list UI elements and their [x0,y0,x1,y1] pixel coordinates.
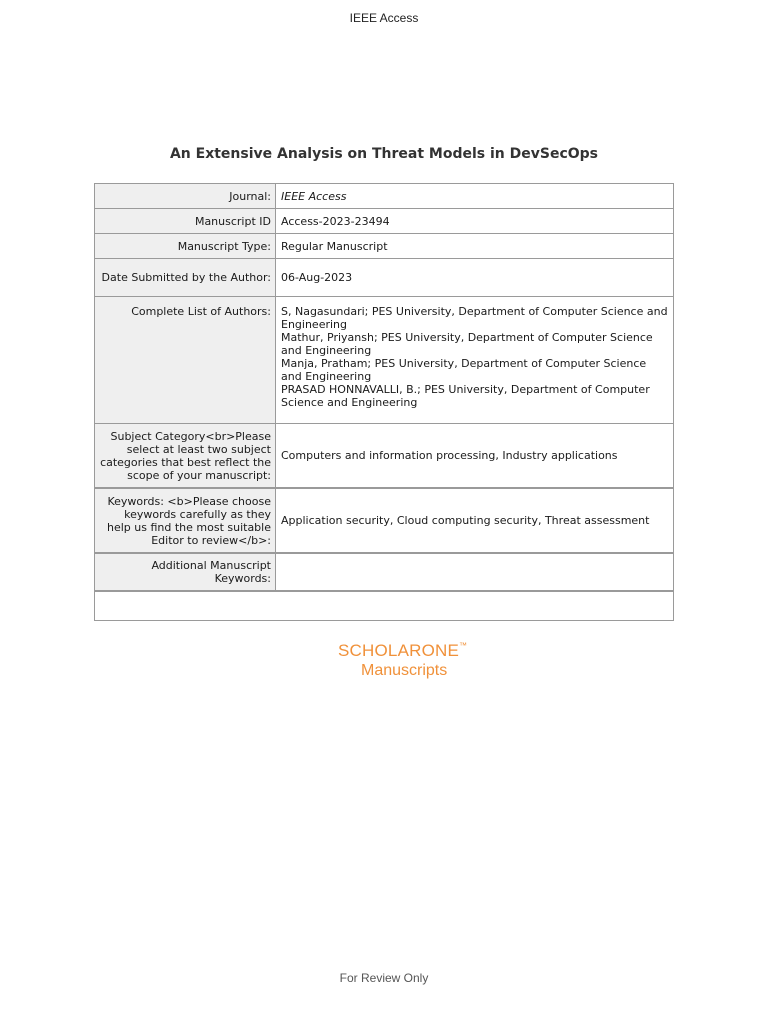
scholarone-wordmark [338,641,478,661]
scholarone-logo [338,641,478,680]
logo-scholar-text: SCHOLAR [338,641,422,660]
empty-cell [95,591,674,621]
date-submitted-label: Date Submitted by the Author: [95,259,276,297]
row-keywords [95,488,674,553]
row-journal [95,184,674,209]
manuscript-type-value: Regular Manuscript [276,234,674,259]
journal-value: IEEE Access [276,184,674,209]
manuscript-id-value: Access-2023-23494 [276,209,674,234]
authors-label: Complete List of Authors: [95,297,276,424]
row-manuscript-type [95,234,674,259]
subject-category-value: Computers and information processing, Industry applications [276,424,674,489]
manuscript-type-label: Manuscript Type: [95,234,276,259]
row-subject-category [95,424,674,489]
manuscript-details-table [94,183,674,621]
subject-category-label: Subject Category<br>Please select at least two subject categories that best reflect the scope of your manuscript: [95,424,276,489]
author-entry: Mathur, Priyansh; PES University, Department of Computer Science and Engineering [281,331,653,357]
keywords-label: Keywords: <b>Please choose keywords carefully as they help us find the most suitable Editor to review</b>: [95,488,276,553]
logo-trademark: ™ [459,641,468,650]
logo-manuscripts-text: Manuscripts [361,662,448,679]
author-entry: S, Nagasundari; PES University, Department of Computer Science and Engineering [281,305,668,331]
journal-label: Journal: [95,184,276,209]
row-additional-keywords [95,553,674,591]
author-entry: Manja, Pratham; PES University, Department of Computer Science and Engineering [281,357,647,383]
additional-keywords-label: Additional Manuscript Keywords: [95,553,276,591]
manuscript-title: An Extensive Analysis on Threat Models in DevSecOps [169,146,599,162]
author-entry: PRASAD HONNAVALLI, B.; PES University, Department of Computer Science and Engineering [281,383,650,409]
manuscript-id-label: Manuscript ID [95,209,276,234]
logo-one-text: ONE [421,641,460,660]
additional-keywords-value [276,553,674,591]
row-empty [95,591,674,621]
keywords-value: Application security, Cloud computing security, Threat assessment [276,488,674,553]
date-submitted-value: 06-Aug-2023 [276,259,674,297]
row-manuscript-id [95,209,674,234]
running-header: IEEE Access [349,11,419,25]
row-authors [95,297,674,424]
row-date-submitted [95,259,674,297]
review-footer: For Review Only [339,971,429,985]
authors-list [276,297,674,424]
